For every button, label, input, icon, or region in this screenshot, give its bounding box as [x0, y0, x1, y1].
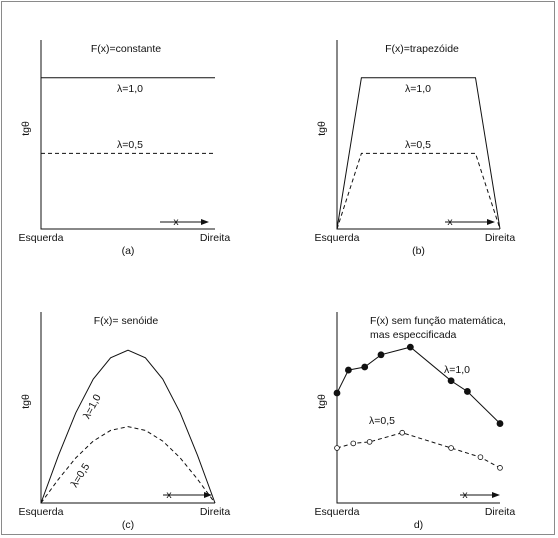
series-label-2: λ=0,5 [369, 415, 395, 427]
data-point [449, 446, 454, 451]
axes [337, 40, 500, 229]
data-point [362, 364, 368, 370]
data-point [334, 390, 340, 396]
series-label-1: λ=1,0 [117, 83, 143, 95]
data-point [351, 441, 356, 446]
series-label-1: λ=1,0 [444, 364, 470, 376]
x-right-label: Direita [484, 506, 516, 518]
data-point [378, 352, 384, 358]
axes [41, 40, 215, 229]
series-line-1 [337, 347, 500, 423]
series-label-2: λ=0,5 [68, 461, 93, 490]
x-arrow-label: x [173, 216, 179, 228]
chart-panel-3 [19, 312, 231, 531]
chart-panel-4 [315, 312, 516, 531]
data-point [498, 465, 503, 470]
series-label-2: λ=0,5 [117, 139, 143, 151]
panel-caption: d) [413, 519, 424, 531]
x-arrow-label: x [447, 216, 453, 228]
series-line-2 [41, 427, 215, 503]
panel-caption: (b) [412, 245, 425, 257]
chart-panel-2 [315, 40, 516, 257]
series-line-2 [337, 433, 500, 468]
x-right-label: Direita [199, 506, 231, 518]
data-point [464, 388, 470, 394]
data-point [478, 455, 483, 460]
x-left-label: Esquerda [18, 506, 64, 518]
x-left-label: Esquerda [314, 506, 360, 518]
panel-caption: (c) [121, 519, 135, 531]
panel-caption: (a) [121, 245, 135, 257]
x-arrow-label: x [166, 489, 172, 501]
data-point [367, 439, 372, 444]
data-point [448, 378, 454, 384]
data-point [400, 430, 405, 435]
data-point [407, 344, 413, 350]
x-left-label: Esquerda [18, 232, 64, 244]
chart-title: F(x)=constante [90, 43, 162, 55]
y-axis-label: tgθ [20, 394, 32, 409]
chart-panel-1 [19, 40, 231, 257]
axes [41, 312, 215, 503]
x-arrowhead [487, 219, 495, 225]
chart-title: F(x) sem função matemática, [370, 315, 506, 327]
x-arrowhead [492, 492, 500, 498]
series-label-1: λ=1,0 [80, 392, 104, 421]
data-point [335, 446, 340, 451]
x-right-label: Direita [199, 232, 231, 244]
chart-title: F(x)=trapezóide [385, 43, 459, 55]
y-axis-label: tgθ [316, 394, 328, 409]
x-right-label: Direita [484, 232, 516, 244]
series-line-2 [337, 153, 500, 229]
x-arrow-label: x [462, 489, 468, 501]
x-left-label: Esquerda [314, 232, 360, 244]
data-point [497, 421, 503, 427]
y-axis-label: tgθ [316, 121, 328, 136]
series-label-1: λ=1,0 [405, 83, 431, 95]
data-point [345, 367, 351, 373]
chart-subtitle: mas especcificada [370, 329, 457, 341]
chart-title: F(x)= senóide [93, 315, 159, 327]
series-label-2: λ=0,5 [405, 139, 431, 151]
y-axis-label: tgθ [20, 121, 32, 136]
x-arrowhead [201, 219, 209, 225]
